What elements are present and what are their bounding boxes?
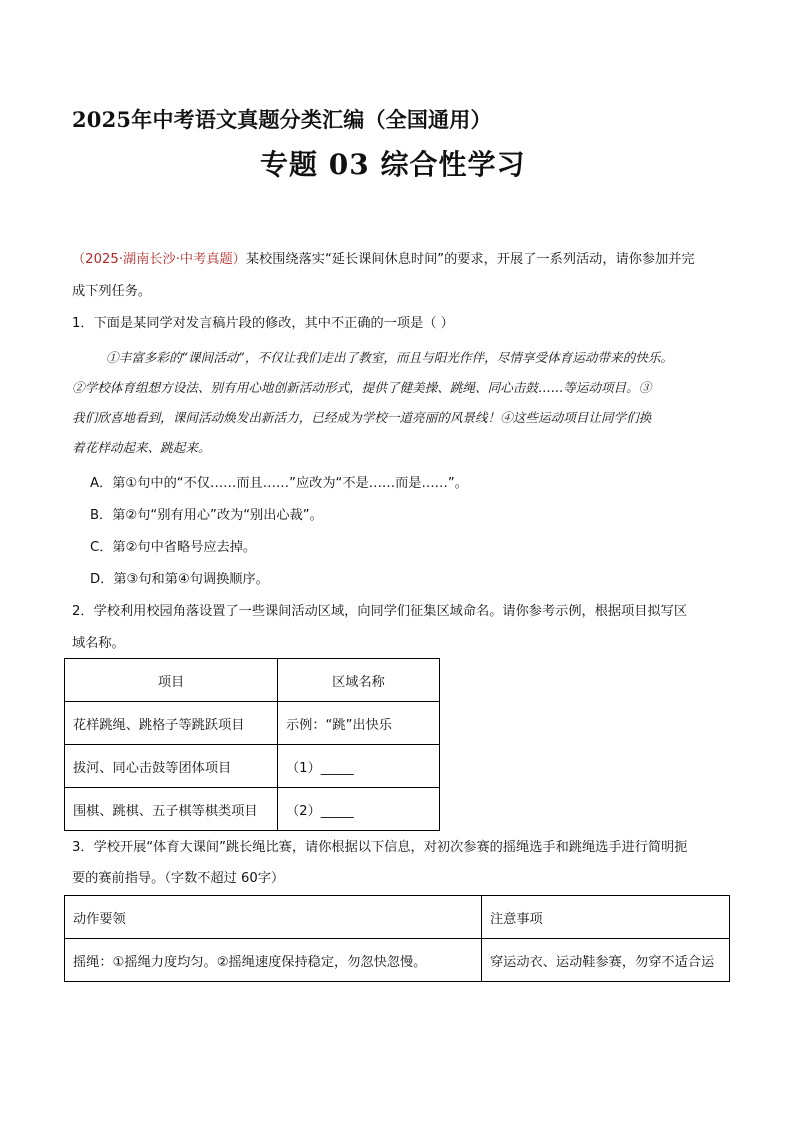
table-row (65, 745, 440, 788)
rope-guide-table (64, 895, 730, 982)
table-header-cell: 注意事项 (482, 896, 730, 939)
table-cell: 摇绳：①摇绳力度均匀。②摇绳速度保持稳定，勿忽快忽慢。 (65, 939, 482, 982)
zone-naming-table (64, 658, 440, 831)
topic-title: 专题 03 综合性学习 (260, 148, 526, 181)
question-2-stem-cont: 域名称。 (72, 636, 125, 651)
intro-line-2: 成下列任务。 (72, 284, 152, 299)
option-b: B．第②句“别有用心”改为“别出心裁”。 (90, 508, 323, 523)
passage-line: 我们欣喜地看到，课间活动焕发出新活力，已经成为学校一道亮丽的风景线！④这些运动项目让同学们换 (72, 410, 652, 425)
passage-line: ①丰富多彩的“课间活动”，不仅让我们走出了教室，而且与阳光作伴，尽情享受体育运动带来的快乐。 (106, 350, 674, 365)
table-cell: 花样跳绳、跳格子等跳跃项目 (65, 702, 278, 745)
document-title: 2025年中考语文真题分类汇编（全国通用） (72, 107, 492, 132)
table-cell: 示例：“跳”出快乐 (278, 702, 440, 745)
table-row (65, 702, 440, 745)
answer-blank-1: （1）_____ (278, 745, 440, 788)
option-a: A．第①句中的“不仅……而且……”应改为“不是……而是……”。 (90, 476, 468, 491)
intro-text: 某校围绕落实“延长课间休息时间”的要求，开展了一系列活动，请你参加并完 (245, 252, 695, 267)
table-header-cell: 项目 (65, 659, 278, 702)
question-source: （2025·湖南长沙·中考真题） (72, 252, 246, 267)
question-2-stem: 2．学校利用校园角落设置了一些课间活动区域，向同学们征集区域命名。请你参考示例，根据项目拟写区 (72, 604, 688, 619)
question-3-stem-cont: 要的赛前指导。（字数不超过 60字） (72, 871, 285, 886)
table-header-cell: 区域名称 (278, 659, 440, 702)
passage-line: 着花样动起来、跳起来。 (72, 440, 211, 455)
table-cell: 围棋、跳棋、五子棋等棋类项目 (65, 788, 278, 831)
table-header-row (65, 896, 730, 939)
option-c: C．第②句中省略号应去掉。 (90, 540, 257, 555)
passage-line: ②学校体育组想方设法、别有用心地创新活动形式，提供了健美操、跳绳、同心击鼓……等运动项目。③ (72, 380, 652, 395)
table-row (65, 939, 730, 982)
table-cell: 拔河、同心击鼓等团体项目 (65, 745, 278, 788)
table-row (65, 788, 440, 831)
table-cell: 穿运动衣、运动鞋参赛，勿穿不适合运 (482, 939, 730, 982)
answer-blank-2: （2）_____ (278, 788, 440, 831)
table-header-row (65, 659, 440, 702)
question-3-stem: 3．学校开展“体育大课间”跳长绳比赛，请你根据以下信息，对初次参赛的摇绳选手和跳绳选手进行简明扼 (72, 840, 688, 855)
option-d: D．第③句和第④句调换顺序。 (90, 572, 269, 587)
intro-line-1 (72, 250, 695, 270)
question-1-stem: 1．下面是某同学对发言稿片段的修改，其中不正确的一项是（ ） (72, 316, 454, 331)
table-header-cell: 动作要领 (65, 896, 482, 939)
